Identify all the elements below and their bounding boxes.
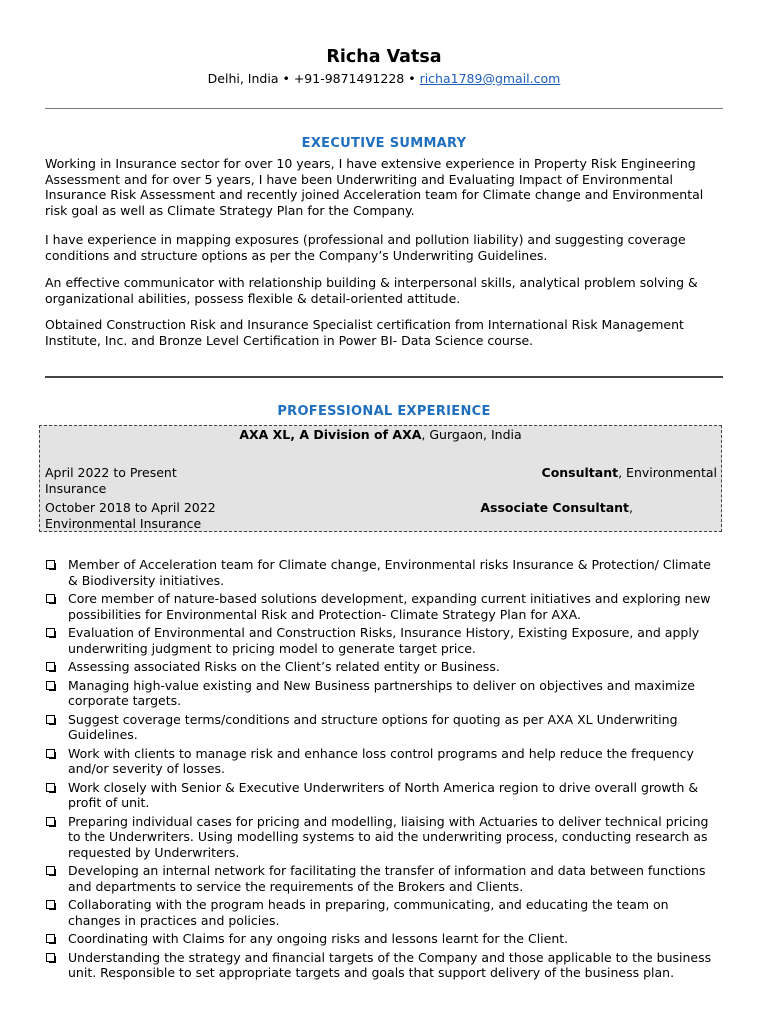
summary-paragraph: I have experience in mapping exposures (professional and pollution liability) and suggesting coverage conditions and structure options as per the Company’s Underwriting Guidelines. bbox=[45, 232, 686, 263]
role-title-line bbox=[542, 465, 717, 481]
list-item bbox=[45, 557, 723, 588]
bullet-checkbox-icon bbox=[46, 900, 55, 909]
candidate-name: Richa Vatsa bbox=[326, 47, 442, 67]
duty-text: Suggest coverage terms/conditions and structure options for quoting as per AXA XL Underwriting Guidelines. bbox=[68, 711, 678, 742]
summary-paragraph: Obtained Construction Risk and Insurance Specialist certification from International Risk Management Institute, Inc. and Bronze Level Certification in Power BI- Data Science course. bbox=[45, 317, 684, 348]
list-item bbox=[45, 591, 723, 622]
duty-text: Evaluation of Environmental and Construction Risks, Insurance History, Existing Exposure, and apply underwriting judgment to pricing model to generate target price. bbox=[68, 625, 700, 656]
role-dates: April 2022 to Present bbox=[45, 465, 177, 480]
duty-text: Work closely with Senior & Executive Underwriters of North America region to drive overall growth & profit of unit. bbox=[68, 779, 699, 810]
contact-line bbox=[45, 71, 723, 87]
divider bbox=[45, 108, 723, 109]
duty-text: Assessing associated Risks on the Client’s related entity or Business. bbox=[68, 659, 500, 674]
bullet-checkbox-icon bbox=[46, 953, 55, 962]
duty-text: Preparing individual cases for pricing and modelling, liaising with Actuaries to deliver technical pricing to the Underwriters. Using modelling systems to aid the underwriting process, conducting research as requested by Underwriters. bbox=[68, 813, 709, 860]
duty-text: Coordinating with Claims for any ongoing risks and lessons learnt for the Client. bbox=[68, 931, 569, 946]
bullet-checkbox-icon bbox=[46, 866, 55, 875]
list-item bbox=[45, 625, 723, 656]
bullet-checkbox-icon bbox=[46, 594, 55, 603]
bullet-checkbox-icon bbox=[46, 628, 55, 637]
phone: +91-9871491228 bbox=[293, 71, 405, 86]
bullet-checkbox-icon bbox=[46, 560, 55, 569]
location: Delhi, India bbox=[207, 71, 279, 86]
duty-text: Managing high-value existing and New Business partnerships to deliver on objectives and maximize corporate targets. bbox=[68, 677, 695, 708]
role-dept-wrap: Insurance bbox=[45, 481, 107, 496]
list-item bbox=[45, 814, 723, 861]
company-line bbox=[40, 427, 721, 443]
role-title-line bbox=[480, 500, 633, 516]
duty-text: Core member of nature-based solutions development, expanding current initiatives and exploring new possibilities for Environmental Risk and Protection- Climate Strategy Plan for AXA. bbox=[68, 591, 711, 622]
duties-list bbox=[45, 557, 723, 984]
role-dept: , Environmental bbox=[618, 465, 717, 480]
bullet-checkbox-icon bbox=[46, 662, 55, 671]
experience-heading: PROFESSIONAL EXPERIENCE bbox=[277, 404, 491, 419]
list-item bbox=[45, 659, 723, 675]
role-dept-wrap: Environmental Insurance bbox=[45, 516, 202, 531]
bullet-checkbox-icon bbox=[46, 749, 55, 758]
list-item bbox=[45, 712, 723, 743]
list-item bbox=[45, 780, 723, 811]
separator: • bbox=[404, 71, 420, 86]
bullet-checkbox-icon bbox=[46, 783, 55, 792]
bullet-checkbox-icon bbox=[46, 817, 55, 826]
separator: • bbox=[278, 71, 294, 86]
role-title: Associate Consultant bbox=[480, 500, 630, 515]
company-name: AXA XL, A Division of AXA bbox=[239, 427, 422, 442]
bullet-checkbox-icon bbox=[46, 934, 55, 943]
summary-paragraph: An effective communicator with relationship building & interpersonal skills, analytical problem solving & organizational abilities, possess flexible & detail-oriented attitude. bbox=[45, 275, 698, 306]
company-location: , Gurgaon, India bbox=[421, 427, 522, 442]
duty-text: Work with clients to manage risk and enhance loss control programs and help reduce the frequency and/or severity of losses. bbox=[68, 745, 694, 776]
role-dates: October 2018 to April 2022 bbox=[45, 500, 216, 515]
summary-heading: EXECUTIVE SUMMARY bbox=[301, 136, 467, 151]
list-item bbox=[45, 931, 723, 947]
duty-text: Understanding the strategy and financial targets of the Company and those applicable to the business unit. Responsible to set appropriate targets and goals that support delivery of the business plan. bbox=[68, 949, 712, 980]
bullet-checkbox-icon bbox=[46, 681, 55, 690]
duty-text: Member of Acceleration team for Climate change, Environmental risks Insurance & Protection/ Climate & Biodiversity initiatives. bbox=[68, 557, 711, 588]
bullet-checkbox-icon bbox=[46, 715, 55, 724]
summary-paragraph: Working in Insurance sector for over 10 years, I have extensive experience in Property Risk Engineering Assessment and for over 5 years, I have been Underwriting and Evaluating Impact of Environmental Insurance Risk Assessment and recently joined Acceleration team for Climate change and Environmental risk goal as well as Climate Strategy Plan for the Company. bbox=[45, 156, 704, 218]
email-link[interactable]: richa1789@gmail.com bbox=[419, 71, 561, 86]
section-divider bbox=[45, 376, 723, 378]
role-title: Consultant bbox=[541, 465, 619, 480]
list-item bbox=[45, 863, 723, 894]
list-item bbox=[45, 950, 723, 981]
job-header-box bbox=[39, 425, 722, 532]
role-dept: , bbox=[629, 500, 633, 515]
list-item bbox=[45, 746, 723, 777]
list-item bbox=[45, 897, 723, 928]
duty-text: Developing an internal network for facilitating the transfer of information and data between functions and departments to service the requirements of the Brokers and Clients. bbox=[68, 863, 706, 894]
duty-text: Collaborating with the program heads in preparing, communicating, and educating the team on changes in practices and policies. bbox=[68, 897, 669, 928]
list-item bbox=[45, 678, 723, 709]
